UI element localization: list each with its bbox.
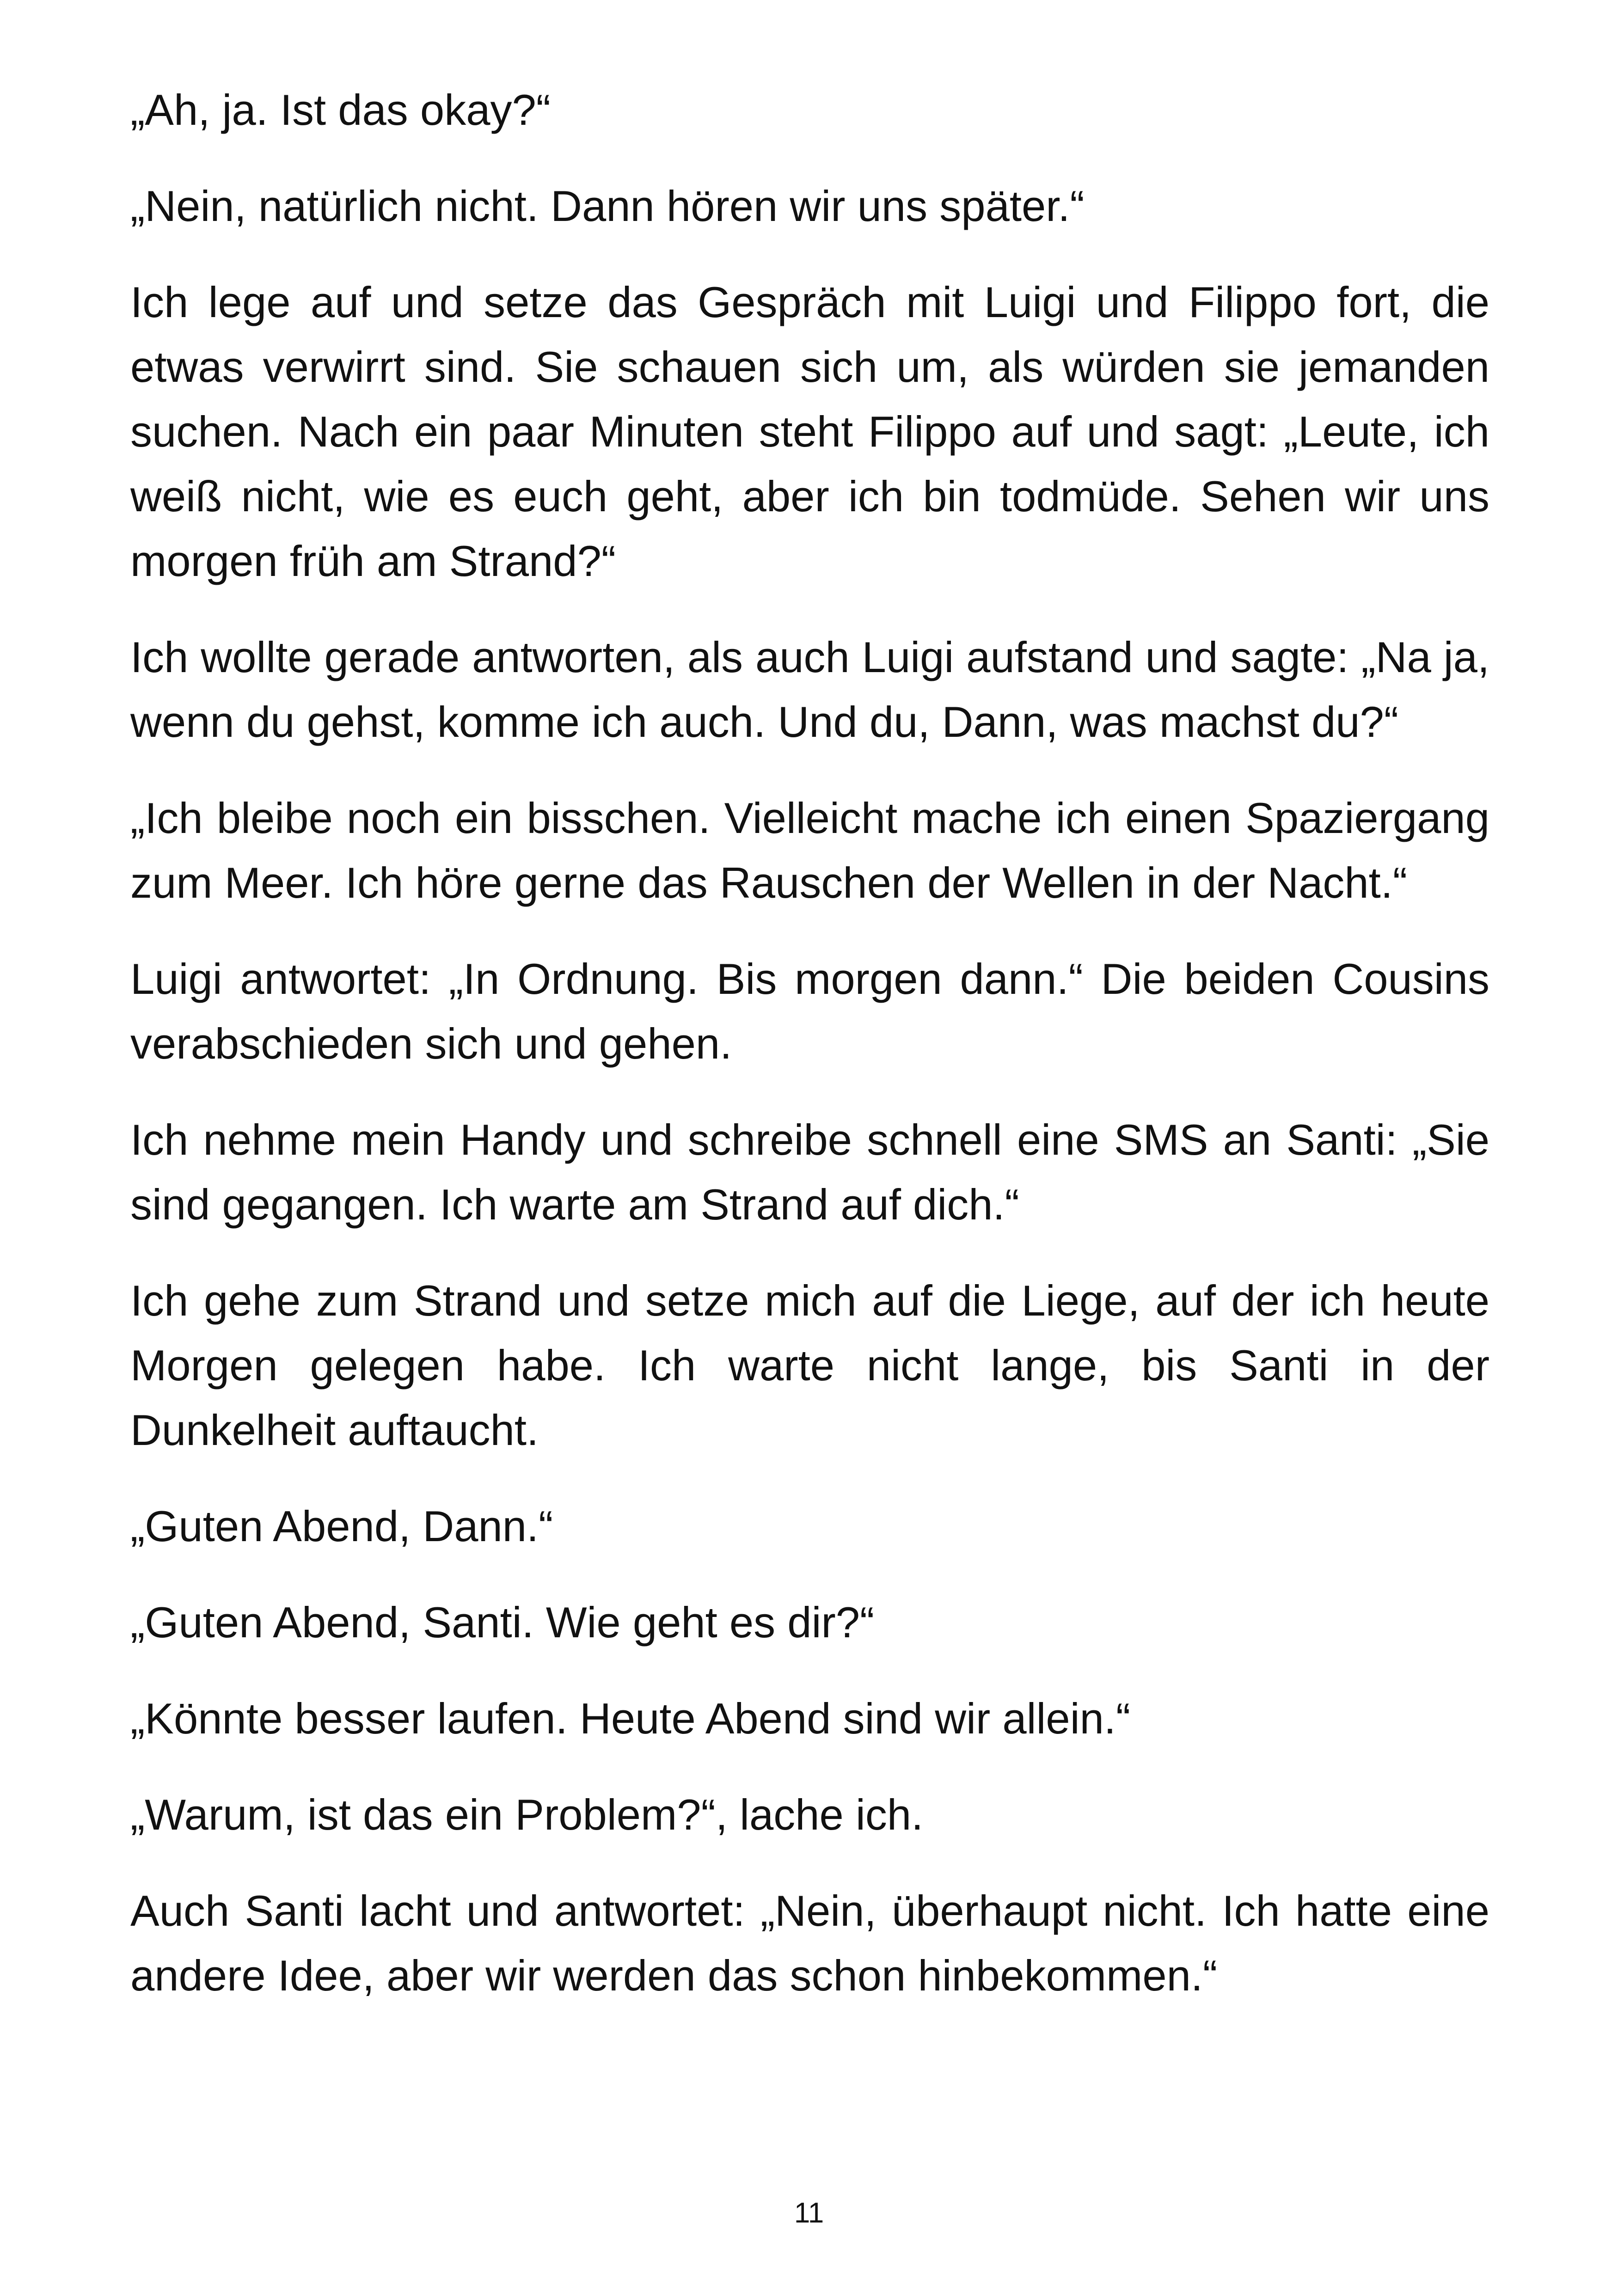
paragraph: Ich wollte gerade antworten, als auch Luigi aufstand und sagte: „Na ja, wenn du gehst, komme ich auch. Und du, Dann, was machst du?“ xyxy=(130,633,1489,746)
paragraph: Luigi antwortet: „In Ordnung. Bis morgen dann.“ Die beiden Cousins verabschieden sich und gehen. xyxy=(130,955,1489,1068)
paragraph: „Guten Abend, Dann.“ xyxy=(130,1502,553,1550)
page-number: 11 xyxy=(794,2197,824,2229)
paragraph: Ich nehme mein Handy und schreibe schnell eine SMS an Santi: „Sie sind gegangen. Ich warte am Strand auf dich.“ xyxy=(130,1115,1489,1229)
paragraph: „Warum, ist das ein Problem?“, lache ich. xyxy=(130,1790,924,1839)
paragraph: Ich gehe zum Strand und setze mich auf die Liege, auf der ich heute Morgen gelegen habe. Ich warte nicht lange, bis Santi in der Dunkelheit auftaucht. xyxy=(130,1276,1489,1454)
paragraph: „Ich bleibe noch ein bisschen. Vielleicht mache ich einen Spaziergang zum Meer. Ich höre gerne das Rauschen der Wellen in der Nacht.“ xyxy=(130,794,1489,907)
paragraph: „Nein, natürlich nicht. Dann hören wir uns später.“ xyxy=(130,182,1085,230)
paragraph: „Ah, ja. Ist das okay?“ xyxy=(130,86,551,134)
paragraph: „Könnte besser laufen. Heute Abend sind wir allein.“ xyxy=(130,1694,1131,1743)
paragraph: „Guten Abend, Santi. Wie geht es dir?“ xyxy=(130,1598,875,1647)
body-text xyxy=(130,78,1489,2039)
paragraph: Ich lege auf und setze das Gespräch mit Luigi und Filippo fort, die etwas verwirrt sind. Sie schauen sich um, als würden sie jemanden suchen. Nach ein paar Minuten steht Filippo auf und sagt: „Leute, ich weiß nicht, wie es euch geht, aber ich bin todmüde. Sehen wir uns morgen früh am Strand?“ xyxy=(130,278,1489,585)
paragraph: Auch Santi lacht und antwortet: „Nein, überhaupt nicht. Ich hatte eine andere Idee, aber wir werden das schon hinbekommen.“ xyxy=(130,1886,1489,2000)
